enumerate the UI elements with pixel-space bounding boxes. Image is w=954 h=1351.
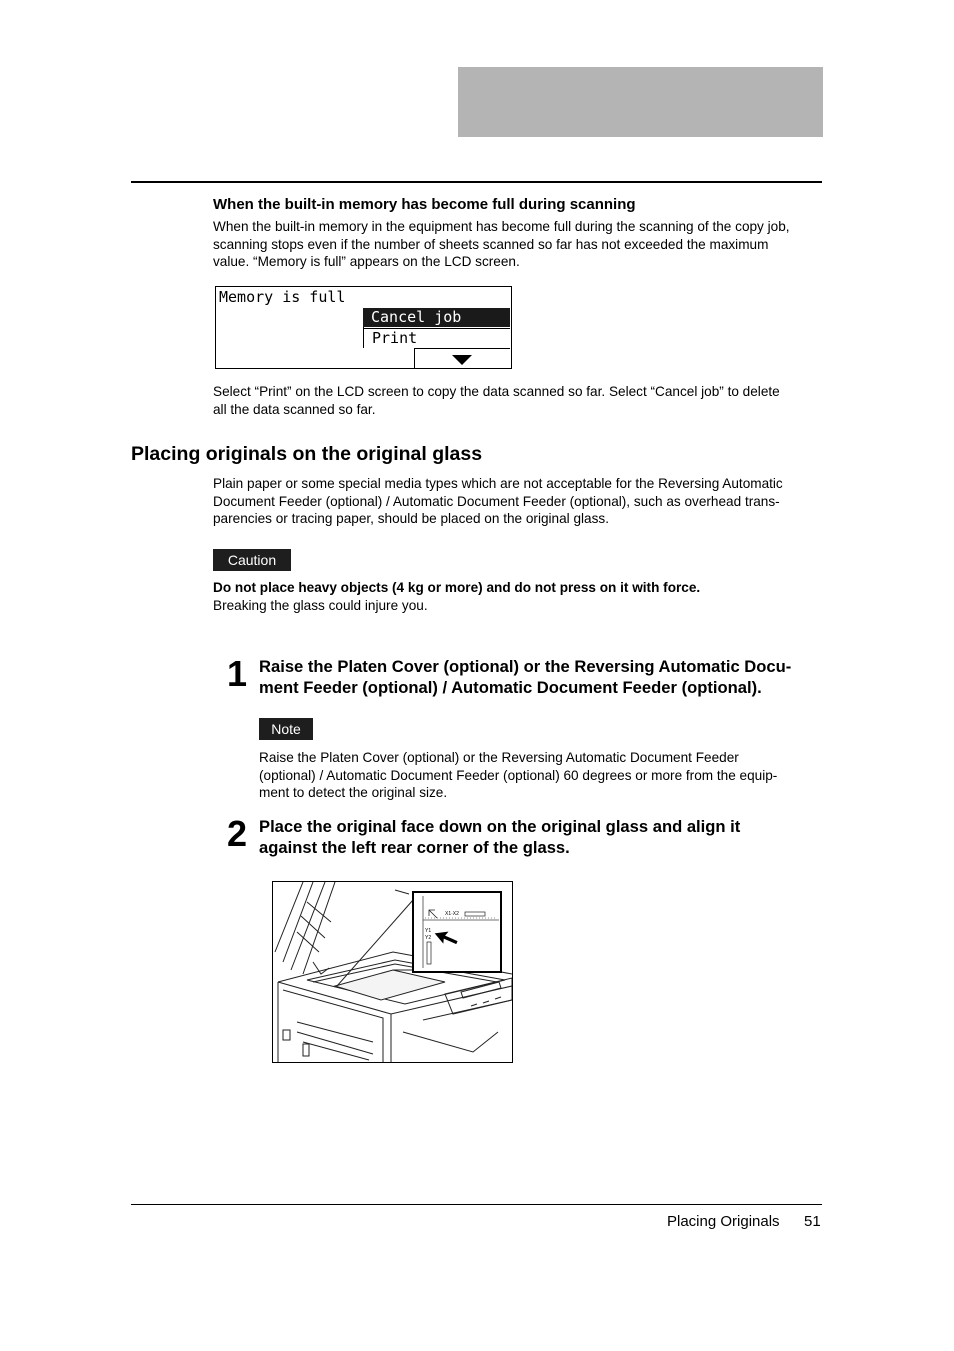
page-number: 51 xyxy=(804,1213,821,1230)
text-line: Raise the Platen Cover (optional) or the Reversing Automatic Docu- xyxy=(259,657,792,676)
text-line: When the built-in memory in the equipment has become full during the scanning of the copy job, xyxy=(213,219,790,234)
caution-badge: Caution xyxy=(213,549,291,571)
text-line: Raise the Platen Cover (optional) or the Reversing Automatic Document Feeder xyxy=(259,750,739,765)
top-rule xyxy=(131,181,822,183)
note-text xyxy=(259,749,819,802)
memory-full-heading: When the built-in memory has become full during scanning xyxy=(213,196,636,213)
copier-drawing xyxy=(273,882,512,1062)
lcd-instructions xyxy=(213,383,825,418)
text-line: Place the original face down on the original glass and align it xyxy=(259,817,741,836)
lcd-cancel-job-option[interactable]: Cancel job xyxy=(363,308,510,327)
glass-intro-paragraph xyxy=(213,475,825,528)
section-title: Placing originals on the original glass xyxy=(131,443,483,465)
caution-detail: Breaking the glass could injure you. xyxy=(213,598,428,613)
lcd-screen xyxy=(215,286,512,369)
text-line: Select “Print” on the LCD screen to copy the data scanned so far. Select “Cancel job” to delete xyxy=(213,384,780,399)
text-line: scanning stops even if the number of sheets scanned so far has not exceeded the maximum xyxy=(213,236,769,252)
text-line: ment Feeder (optional) / Automatic Document Feeder (optional). xyxy=(259,678,762,697)
footer-section-name: Placing Originals xyxy=(667,1213,780,1230)
scale-x-label: X1·X2 xyxy=(445,911,459,917)
zoom-inset xyxy=(413,892,501,972)
step-1-instruction xyxy=(259,656,829,698)
down-triangle-icon xyxy=(452,355,472,365)
step-2-instruction xyxy=(259,816,829,858)
step-1-number: 1 xyxy=(227,653,248,694)
copier-glass-illustration xyxy=(272,881,513,1063)
text-line: Document Feeder (optional) / Automatic Document Feeder (optional), such as overhead trans- xyxy=(213,493,780,509)
lcd-print-option[interactable]: Print xyxy=(363,328,510,347)
lcd-scroll-button[interactable] xyxy=(414,348,510,368)
header-bar xyxy=(458,67,823,137)
note-badge: Note xyxy=(259,718,313,740)
text-line: ment to detect the original size. xyxy=(259,785,448,801)
scale-y2-label: Y2 xyxy=(425,935,432,941)
lcd-message: Memory is full xyxy=(219,288,346,306)
scale-y1-label: Y1 xyxy=(425,928,432,934)
memory-full-paragraph xyxy=(213,218,825,271)
text-line: value. “Memory is full” appears on the LCD screen. xyxy=(213,254,520,270)
step-2-number: 2 xyxy=(227,813,248,854)
text-line: against the left rear corner of the glass. xyxy=(259,838,570,857)
text-line: all the data scanned so far. xyxy=(213,401,376,417)
text-line: (optional) / Automatic Document Feeder (optional) 60 degrees or more from the equip- xyxy=(259,767,778,783)
text-line: parencies or tracing paper, should be placed on the original glass. xyxy=(213,511,609,527)
caution-warning: Do not place heavy objects (4 kg or more) and do not press on it with force. xyxy=(213,580,701,595)
footer-rule xyxy=(131,1204,822,1205)
text-line: Plain paper or some special media types which are not acceptable for the Reversing Automatic xyxy=(213,476,783,491)
